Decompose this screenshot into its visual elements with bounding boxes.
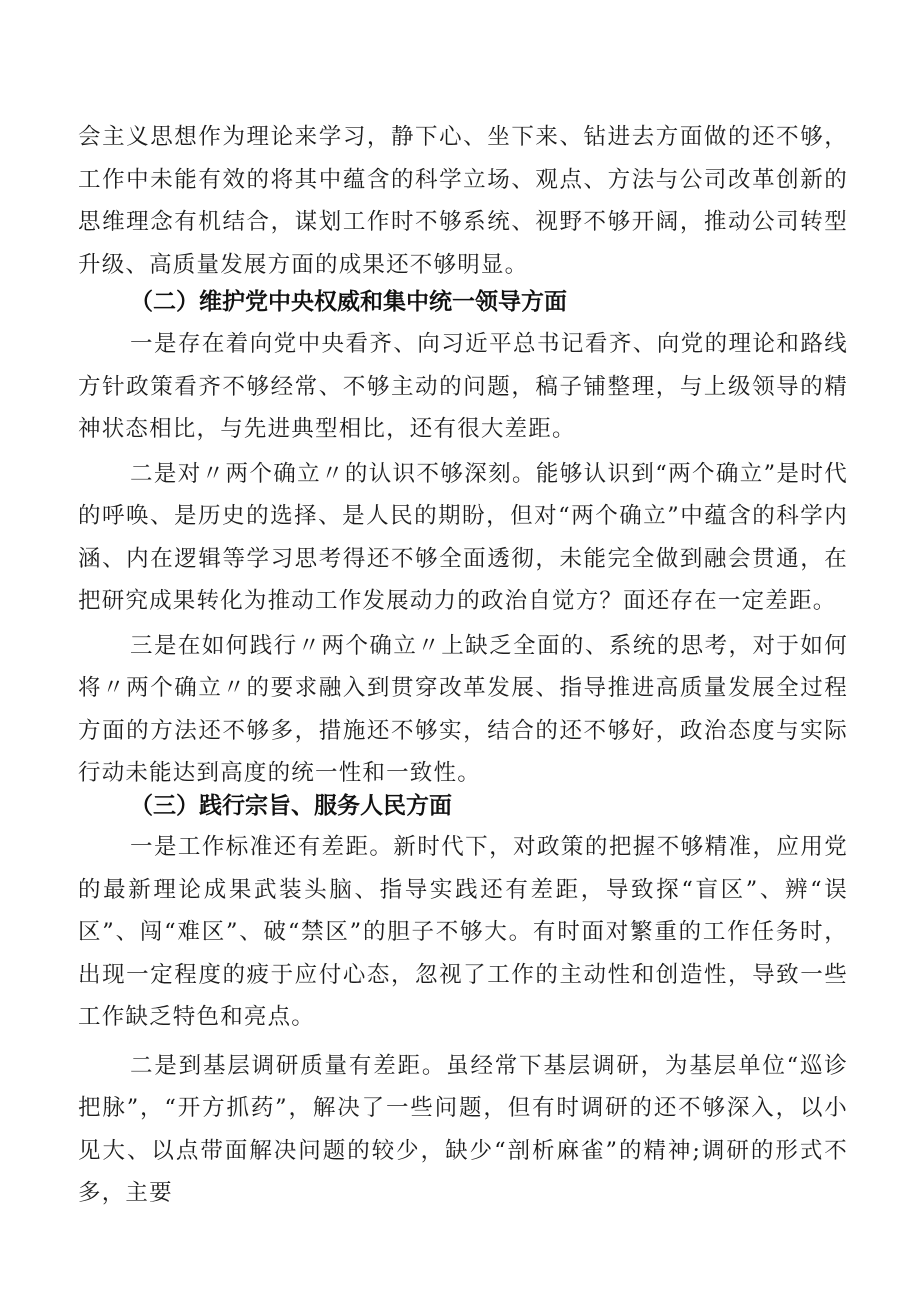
section-heading-3: （三）践行宗旨、服务人民方面 [130,793,452,819]
continuation-paragraph: 会主义思想作为理论来学习，静下心、坐下来、钻进去方面做的还不够，工作中未能有效的将其中蕴含的科学立场、观点、方法与公司改革创新的思维理念有机结合，谋划工作时不够系统、视野不够开阔，推动公司转型升级、高质量发展方面的成果还不够明显。 [78,124,848,278]
section-2-paragraph-2: 二是对〃两个确立〃的认识不够深刻。能够认识到“两个确立”是时代的呼唤、是历史的选择、是人民的期盼，但对“两个确立”中蕴含的科学内涵、内在逻辑等学习思考得还不够全面透彻，未能完全做到融会贯通，在把研究成果转化为推动工作发展动力的政治自觉方？面还存在一定差距。 [78,460,848,614]
section-2-paragraph-3: 三是在如何践行〃两个确立〃上缺乏全面的、系统的思考，对于如何将〃两个确立〃的要求融入到贯穿改革发展、指导推进高质量发展全过程方面的方法还不够多，措施还不够实，结合的还不够好，政治态度与实际行动未能达到高度的统一性和一致性。 [78,632,848,786]
section-2-body [78,323,848,795]
section-heading-2: （二）维护党中央权威和集中统一领导方面 [130,289,567,315]
continuation-block [78,116,848,286]
section-3-paragraph-2: 二是到基层调研质量有差距。虽经常下基层调研，为基层单位“巡诊把脉”，“开方抓药”，解决了一些问题，但有时调研的还不够深入，以小见大、以点带面解决问题的较少，缺少“剖析麻雀”的精神;调研的形式不多，主要 [78,1052,848,1206]
section-3-body [78,826,848,1215]
section-3-paragraph-1: 一是工作标准还有差距。新时代下，对政策的把握不够精准，应用党的最新理论成果武装头脑、指导实践还有差距，导致探“盲区”、辨“误区”、闯“难区”、破“禁区”的胆子不够大。有时面对繁重的工作任务时，出现一定程度的疲于应付心态，忽视了工作的主动性和创造性，导致一些工作缺乏特色和亮点。 [78,834,848,1030]
section-2-paragraph-1: 一是存在着向党中央看齐、向习近平总书记看齐、向党的理论和路线方针政策看齐不够经常、不够主动的问题，稿子铺整理，与上级领导的精神状态相比，与先进典型相比，还有很大差距。 [78,331,848,442]
